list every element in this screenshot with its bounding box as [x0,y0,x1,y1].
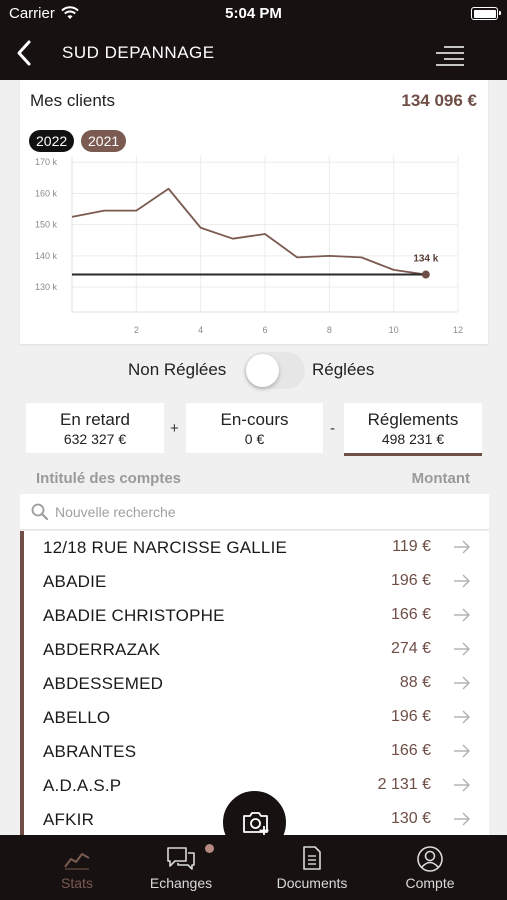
clients-card [20,80,488,344]
tab-echanges[interactable] [126,835,236,900]
summary-title: En retard [60,410,130,429]
account-amount: 274 € [390,640,431,657]
carrier-label: Carrier [9,5,55,22]
account-amount: 196 € [390,572,431,589]
search-input[interactable]: Nouvelle recherche [55,504,176,520]
search-icon [31,503,49,521]
arrow-right-icon[interactable] [452,742,472,760]
account-amount: 2 131 € [377,776,431,793]
document-icon [300,845,324,871]
x-tick-label: 2 [133,325,139,335]
summary-payments[interactable] [344,403,482,456]
tab-label: Documents [276,875,348,891]
list-item[interactable] [20,633,489,667]
y-tick-label: 130 k [35,282,58,293]
card-title: Mes clients [30,91,116,110]
account-name: ABELLO [43,708,111,727]
account-name: ABDESSEMED [43,674,164,693]
tab-documents[interactable] [257,835,367,900]
arrow-right-icon[interactable] [452,776,472,794]
arrow-right-icon[interactable] [452,606,472,624]
arrow-right-icon[interactable] [452,810,472,828]
arrow-right-icon[interactable] [452,572,472,590]
summary-value: 498 231 € [381,431,445,447]
clock: 5:04 PM [225,5,282,22]
tab-compte[interactable] [375,835,485,900]
x-tick-label: 8 [326,325,332,335]
tab-label: Echanges [149,875,213,891]
arrow-right-icon[interactable] [452,674,472,692]
account-name: AFKIR [43,810,95,829]
summary-title: Réglements [367,410,459,429]
account-name: ABRANTES [43,742,137,761]
tab-label: Stats [61,875,93,891]
x-tick-label: 6 [262,325,268,335]
account-name: ABADIE CHRISTOPHE [43,606,225,625]
battery-icon [471,7,498,20]
chat-icon [166,845,196,871]
y-tick-label: 140 k [35,250,58,261]
user-icon [416,845,444,873]
summary-ongoing[interactable] [186,403,323,453]
summary-value: 0 € [244,431,265,447]
chart-line-icon [63,845,91,871]
card-total: 134 096 € [401,91,477,110]
account-amount: 130 € [390,810,431,827]
list-item[interactable] [20,531,489,565]
account-amount: 166 € [390,606,431,623]
data-point-marker [422,271,430,279]
page-title: SUD DEPANNAGE [62,43,215,62]
status-bar [0,0,507,28]
year-pill-2021[interactable]: 2021 [81,130,126,152]
list-item[interactable] [20,599,489,633]
arrow-right-icon[interactable] [452,708,472,726]
year-pill-2022[interactable]: 2022 [29,130,74,152]
list-menu-icon[interactable] [434,45,466,67]
tab-stats[interactable] [22,835,132,900]
x-tick-label: 4 [198,325,204,335]
tab-label: Compte [405,875,455,891]
account-amount: 166 € [390,742,431,759]
column-header-amount: Montant [411,470,470,487]
nav-bar [0,28,507,80]
settled-toggle-row [0,350,507,390]
toggle-label-unsettled: Non Réglées [128,360,227,379]
list-item[interactable] [20,735,489,769]
toggle-knob [246,354,279,387]
y-tick-label: 150 k [35,219,58,230]
account-name: ABDERRAZAK [43,640,161,659]
list-item[interactable] [20,701,489,735]
settled-toggle[interactable] [244,352,305,389]
minus-operator: - [330,420,335,437]
account-name: A.D.A.S.P [43,776,122,795]
x-tick-label: 12 [452,325,464,335]
y-tick-label: 170 k [35,157,58,168]
search-bar[interactable] [20,494,489,530]
summary-title: En-cours [220,410,289,429]
account-amount: 196 € [390,708,431,725]
data-label: 134 k [413,253,439,265]
summary-overdue[interactable] [26,403,164,453]
list-item[interactable] [20,565,489,599]
clients-line-chart [20,156,488,342]
tab-bar [0,835,507,900]
account-amount: 119 € [392,538,431,555]
plus-operator: + [170,420,179,437]
camera-add-icon [241,810,271,836]
notification-badge [205,844,214,853]
summary-value: 632 327 € [63,431,127,447]
column-header-account: Intitulé des comptes [36,470,182,487]
account-name: 12/18 RUE NARCISSE GALLIE [43,538,288,557]
x-tick-label: 10 [388,325,399,335]
list-item[interactable] [20,667,489,701]
series-line-2021 [72,189,426,275]
toggle-label-settled: Réglées [312,360,375,379]
back-chevron-icon[interactable] [12,38,36,68]
arrow-right-icon[interactable] [452,640,472,658]
account-name: ABADIE [43,572,107,591]
arrow-right-icon[interactable] [452,538,472,556]
account-amount: 88 € [399,674,431,691]
y-tick-label: 160 k [35,188,58,199]
